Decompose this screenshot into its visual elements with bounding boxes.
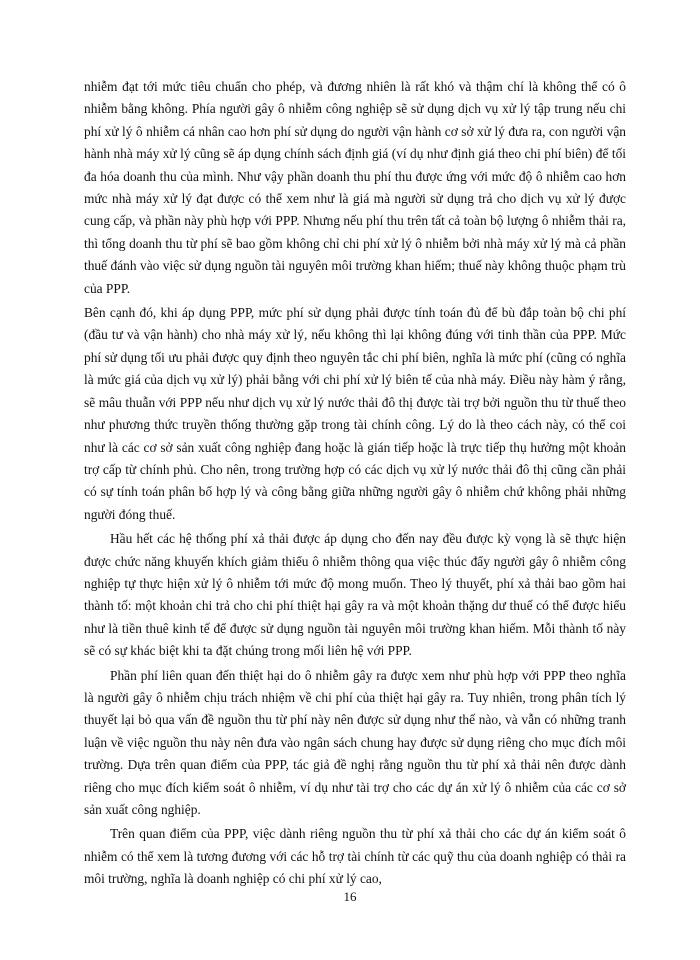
page-number: 16 — [343, 889, 357, 904]
page-body — [84, 76, 626, 891]
paragraph-5: Trên quan điểm của PPP, việc dành riêng nguồn thu từ phí xả thải cho các dự án kiểm soát ô nhiễm có thể xem là tương đương với các hỗ trợ tài chính từ các quỹ thu của doanh nghiệp có thải ra môi trường, nghĩa là doanh nghiệp có chi phí xử lý cao, — [84, 826, 626, 887]
paragraph-3: Hầu hết các hệ thống phí xả thải được áp dụng cho đến nay đều được kỳ vọng là sẽ thực hiện được chức năng khuyến khích giảm thiểu ô nhiễm thông qua việc thúc đẩy người gây ô nhiễm công nghiệp tự thực hiện xử lý ô nhiễm tới mức độ mong muốn. Theo lý thuyết, phí xả thải bao gồm hai thành tố: một khoản chi trả cho chi phí thiệt hại gây ra và một khoản thặng dư thuế có thể được hiểu như là tiền thuê kinh tế để được sử dụng nguồn tài nguyên môi trường khan hiếm. Mỗi thành tố này sẽ có sự khác biệt khi ta đặt chúng trong mối liên hệ với PPP. — [84, 531, 626, 659]
paragraph-1: nhiễm đạt tới mức tiêu chuẩn cho phép, và đương nhiên là rất khó và thậm chí là không thể có ô nhiễm bằng không. Phía người gây ô nhiễm công nghiệp sẽ sử dụng dịch vụ xử lý tập trung nếu chi phí xử lý ô nhiễm cá nhân cao hơn phí sử dụng do người vận hành cơ sở xử lý đưa ra, con người vận hành nhà máy xử lý cũng sẽ áp dụng chính sách định giá (ví dụ như định giá theo chi phí biên) để tối đa hóa doanh thu của mình. Như vậy phần doanh thu phí thu được ứng với mức độ ô nhiễm cao hơn mức nhà máy xử lý đạt được có thể xem như là giá mà người sử dụng trả cho dịch vụ xử lý được cung cấp, và phần này phù hợp với PPP. Nhưng nếu phí thu trên tất cả toàn bộ lượng ô nhiễm thải ra, thì tổng doanh thu từ phí sẽ bao gồm không chỉ chi phí xử lý ô nhiễm bởi nhà máy xử lý mà cả phần thuế đánh vào việc sử dụng nguồn tài nguyên môi trường khan hiếm; thuế này không thuộc phạm trù của PPP. — [84, 79, 626, 296]
paragraph-4: Phần phí liên quan đến thiệt hại do ô nhiễm gây ra được xem như phù hợp với PPP theo nghĩa là người gây ô nhiễm chịu trách nhiệm về chi phí của thiệt hại gây ra. Tuy nhiên, trong phân tích lý thuyết lại bỏ qua vấn đề nguồn thu từ phí này nên được sử dụng như thế nào, và vẫn có những tranh luận về việc nguồn thu này nên đưa vào ngân sách chung hay được sử dụng riêng cho mục đích môi trường. Dựa trên quan điểm của PPP, tác giả đề nghị rằng nguồn thu từ phí xả thải nên được dành riêng cho mục đích kiểm soát ô nhiễm, ví dụ như tài trợ cho các dự án xử lý ô nhiễm của các cơ sở sản xuất công nghiệp. — [84, 667, 626, 817]
paragraph-2: Bên cạnh đó, khi áp dụng PPP, mức phí sử dụng phải được tính toán đủ để bù đắp toàn bộ chi phí (đầu tư và vận hành) cho nhà máy xử lý, nếu không thì lại không đúng với tinh thần của PPP. Mức phí sử dụng tối ưu phải được quy định theo nguyên tắc chi phí biên, nghĩa là mức phí (cũng có nghĩa là mức giá của dịch vụ xử lý) phải bằng với chi phí xử lý biên tế của nhà máy. Điều này hàm ý rằng, sẽ mâu thuẫn với PPP nếu như dịch vụ xử lý nước thải đô thị được tài trợ bởi nguồn thu từ thuế theo như phương thức truyền thống thường gặp trong tài chính công. Lý do là theo cách này, có thể coi như là các cơ sở sản xuất công nghiệp đang hoặc là gián tiếp hoặc là trực tiếp thụ hưởng một khoản trợ cấp từ chính phủ. Cho nên, trong trường hợp có các dịch vụ xử lý nước thải đô thị cũng cần phải có sự tính toán phân bổ hợp lý và công bằng giữa những người gây ô nhiễm chứ không phải những người đóng thuế. — [84, 305, 626, 522]
